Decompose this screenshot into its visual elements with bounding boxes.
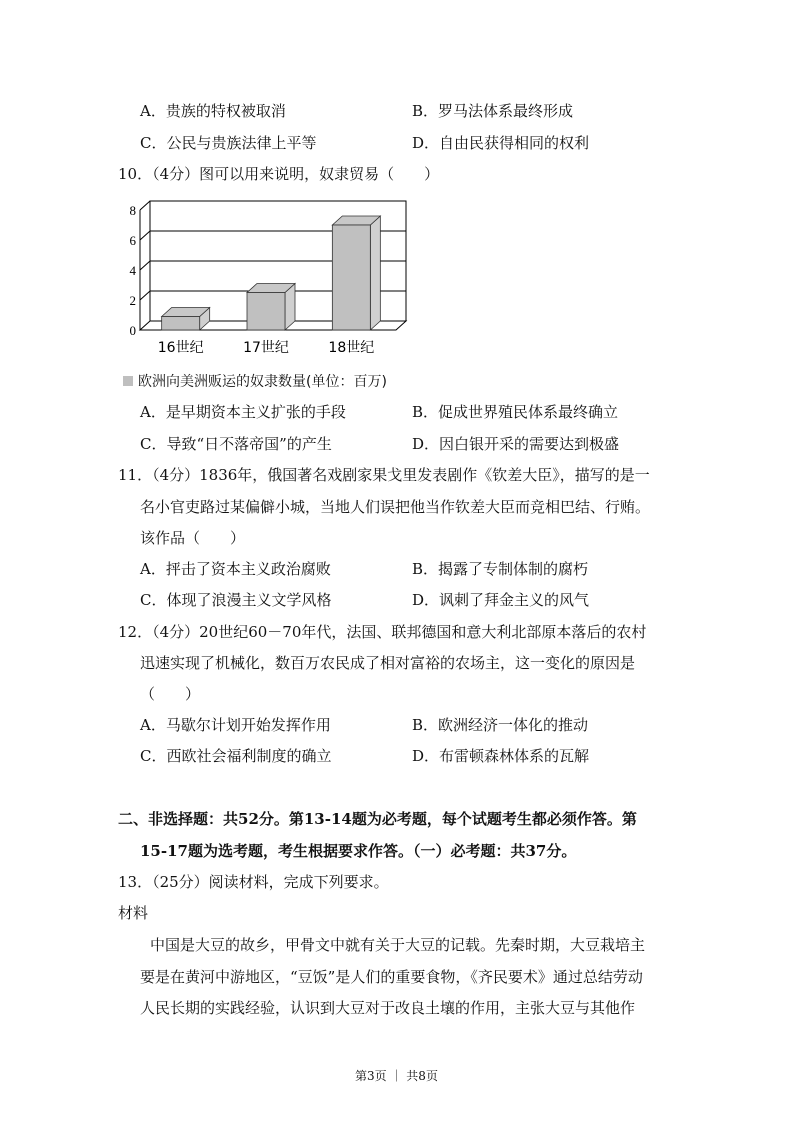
slave-trade-bar-chart — [110, 195, 410, 365]
legend-swatch — [123, 376, 133, 386]
q9-option-c: C．公民与贵族法律上平等 — [140, 134, 317, 152]
q9-option-d: D．自由民获得相同的权利 — [412, 134, 590, 152]
bar-side — [370, 216, 380, 330]
q11-line-2: 名小官吏路过某偏僻小城，当地人们误把他当作钦差大臣而竞相巴结、行贿。 — [140, 498, 651, 516]
q11-option-b: B．揭露了专制体制的腐朽 — [412, 560, 589, 578]
q10-option-c: C．导致“日不落帝国”的产生 — [140, 435, 332, 453]
q10-stem: 10．（4分）图可以用来说明，奴隶贸易（ ） — [118, 165, 440, 183]
y-tick-label: 6 — [129, 233, 136, 248]
q13-material-line-1: 中国是大豆的故乡，甲骨文中就有关于大豆的记载。先秦时期，大豆栽培主 — [150, 936, 646, 954]
q10-option-d: D．因白银开采的需要达到极盛 — [412, 435, 620, 453]
q11-option-c: C．体现了浪漫主义文学风格 — [140, 591, 332, 609]
q12-line-1: 12．（4分）20世纪60－70年代，法国、联邦德国和意大利北部原本落后的农村 — [118, 623, 647, 641]
q12-option-c: C．西欧社会福利制度的确立 — [140, 747, 332, 765]
q10-option-a: A．是早期资本主义扩张的手段 — [140, 403, 346, 421]
q9-option-a: A．贵族的特权被取消 — [140, 102, 286, 120]
q12-option-a: A．马歇尔计划开始发挥作用 — [140, 716, 331, 734]
q13-material-label: 材料 — [118, 904, 149, 922]
y-tick-label: 2 — [129, 293, 136, 308]
x-tick-label: 18世纪 — [328, 340, 375, 356]
bar — [162, 317, 200, 331]
q13-stem: 13．（25分）阅读材料，完成下列要求。 — [118, 873, 389, 891]
y-tick-label: 0 — [129, 323, 136, 338]
q11-option-d: D．讽刺了拜金主义的风气 — [412, 591, 590, 609]
q11-line-3: 该作品（ ） — [140, 529, 246, 547]
y-tick-label: 4 — [129, 263, 136, 278]
page-footer: 第3页 ｜ 共8页 — [355, 1069, 438, 1083]
section-2-heading-line-1: 二、非选择题：共52分。第13-14题为必考题，每个试题考生都必须作答。第 — [118, 810, 637, 828]
x-tick-label: 16世纪 — [157, 340, 204, 356]
q13-material-line-3: 人民长期的实践经验，认识到大豆对于改良土壤的作用，主张大豆与其他作 — [140, 999, 636, 1017]
q12-option-b: B．欧洲经济一体化的推动 — [412, 716, 589, 734]
section-2-heading-line-2: 15-17题为选考题，考生根据要求作答。（一）必考题：共37分。 — [140, 842, 577, 860]
bar — [247, 293, 285, 331]
q10-option-b: B．促成世界殖民体系最终确立 — [412, 403, 619, 421]
q12-option-d: D．布雷顿森林体系的瓦解 — [412, 747, 590, 765]
q12-line-3: （ ） — [140, 685, 201, 703]
legend-label: 欧洲向美洲贩运的奴隶数量(单位：百万) — [138, 374, 387, 390]
x-tick-label: 17世纪 — [243, 340, 289, 356]
q13-material-line-2: 要是在黄河中游地区，“豆饭”是人们的重要食物，《齐民要术》通过总结劳动 — [140, 968, 643, 986]
q11-option-a: A．抨击了资本主义政治腐败 — [140, 560, 331, 578]
chart-legend — [123, 371, 387, 391]
q11-line-1: 11．（4分）1836年，俄国著名戏剧家果戈里发表剧作《钦差大臣》，描写的是一 — [118, 466, 650, 484]
q9-option-b: B．罗马法体系最终形成 — [412, 102, 574, 120]
y-tick-label: 8 — [129, 203, 136, 218]
q12-line-2: 迅速实现了机械化，数百万农民成了相对富裕的农场主，这一变化的原因是 — [140, 654, 636, 672]
bar — [332, 225, 370, 330]
